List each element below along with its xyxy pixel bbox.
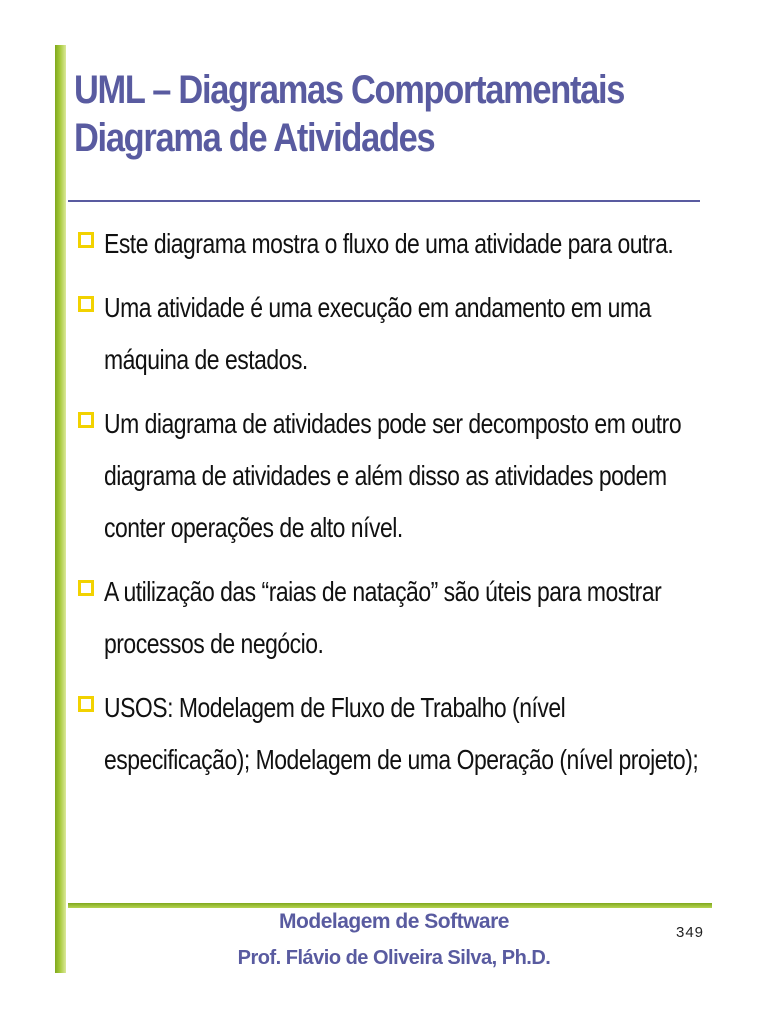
bullet-text-line: Uma atividade é uma execução em andamento em uma bbox=[104, 292, 651, 323]
bullet-text-line: Um diagrama de atividades pode ser decomposto em outro bbox=[104, 408, 682, 439]
square-bullet-icon bbox=[78, 296, 94, 312]
left-accent-bar bbox=[55, 45, 66, 973]
bullet-text-line: conter operações de alto nível. bbox=[104, 512, 403, 543]
bullet-text-line: Este diagrama mostra o fluxo de uma atividade para outra. bbox=[104, 228, 674, 259]
slide-title bbox=[74, 66, 624, 162]
bullet-text-line: processos de negócio. bbox=[104, 628, 324, 659]
bullet-item bbox=[74, 398, 714, 554]
bullet-text-line: A utilização das “raias de natação” são úteis para mostrar bbox=[104, 576, 662, 607]
bullet-item bbox=[74, 218, 714, 270]
square-bullet-icon bbox=[78, 580, 94, 596]
bullet-text-line: USOS: Modelagem de Fluxo de Trabalho (nível bbox=[104, 692, 566, 723]
title-divider bbox=[68, 200, 700, 202]
slide-title-line-2: Diagrama de Atividades bbox=[74, 116, 435, 160]
bullet-text-line: diagrama de atividades e além disso as atividades podem bbox=[104, 460, 667, 491]
bullet-item bbox=[74, 566, 714, 670]
bullet-item bbox=[74, 282, 714, 386]
square-bullet-icon bbox=[78, 696, 94, 712]
bullet-list bbox=[74, 218, 714, 798]
bullet-text-line: especificação); Modelagem de uma Operação (nível projeto); bbox=[104, 744, 699, 775]
footer-course-title: Modelagem de Software bbox=[279, 910, 509, 933]
square-bullet-icon bbox=[78, 412, 94, 428]
slide-title-line-1: UML – Diagramas Comportamentais bbox=[74, 68, 625, 112]
bullet-text-line: máquina de estados. bbox=[104, 344, 308, 375]
page-number: 349 bbox=[676, 924, 705, 941]
square-bullet-icon bbox=[78, 232, 94, 248]
footer-author: Prof. Flávio de Oliveira Silva, Ph.D. bbox=[237, 947, 551, 969]
bullet-item bbox=[74, 682, 714, 786]
